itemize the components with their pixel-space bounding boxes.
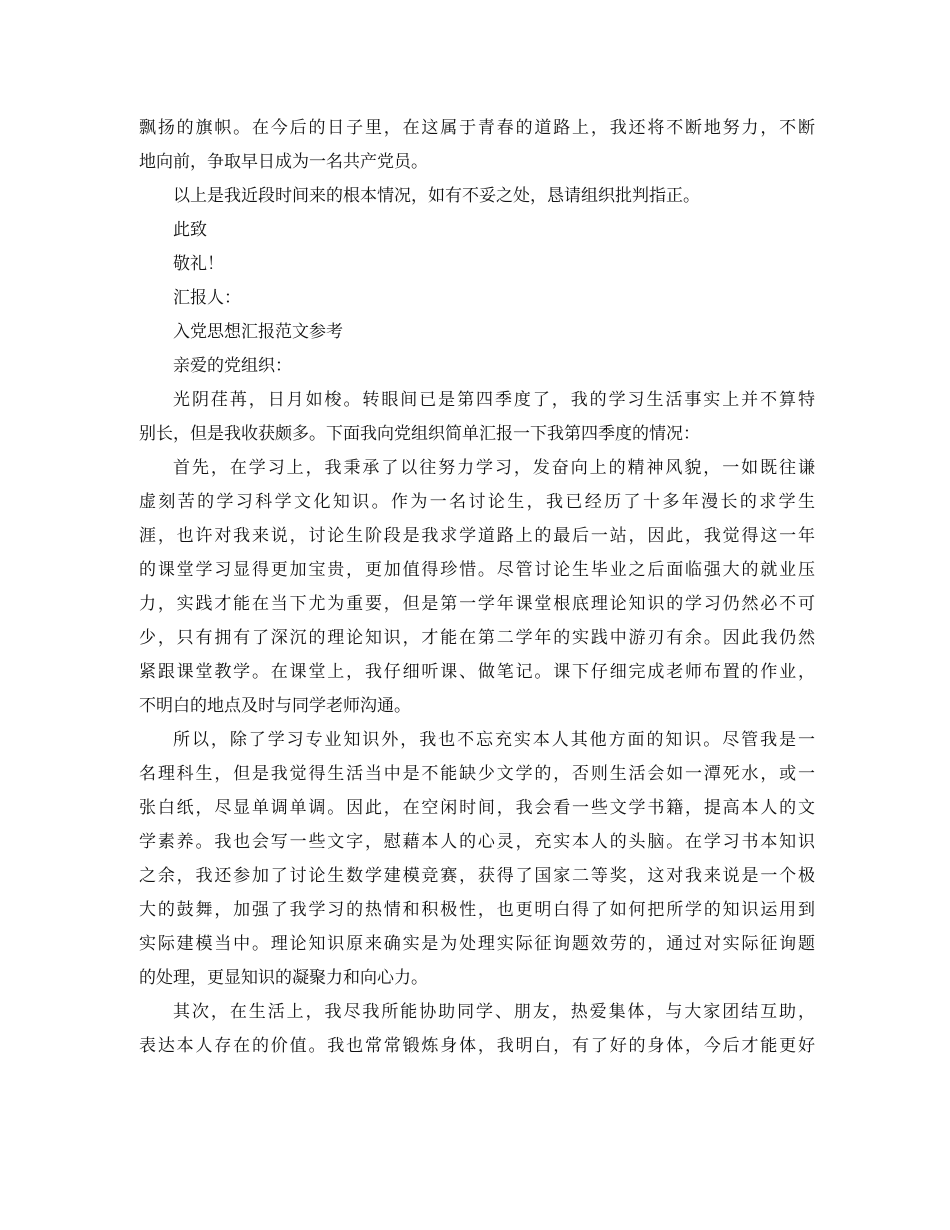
text-line-14: 的课堂学习显得更加宝贵，更加值得珍惜。尽管讨论生毕业之后面临强大的就业压 bbox=[139, 560, 815, 580]
text-line-20: 名理科生，但是我觉得生活当中是不能缺少文学的，否则生活会如一潭死水，或一 bbox=[139, 764, 815, 784]
text-line-12: 虚刻苦的学习科学文化知识。作为一名讨论生，我已经历了十多年漫长的求学生 bbox=[139, 492, 815, 512]
text-line-26: 的处理，更显知识的凝聚力和向心力。 bbox=[139, 968, 428, 988]
text-line-23: 之余，我还参加了讨论生数学建模竞赛，获得了国家二等奖，这对我来说是一个极 bbox=[139, 866, 815, 886]
text-line-3: 以上是我近段时间来的根本情况，如有不妥之处，恳请组织批判指正。 bbox=[173, 186, 700, 206]
text-line-10: 别长，但是我收获颇多。下面我向党组织简单汇报一下我第四季度的情况： bbox=[139, 424, 700, 444]
section-title: 入党思想汇报范文参考 bbox=[173, 322, 343, 342]
text-line-27: 其次，在生活上，我尽我所能协助同学、朋友，热爱集体，与大家团结互助， bbox=[173, 1002, 815, 1022]
text-line-13: 涯，也许对我来说，讨论生阶段是我求学道路上的最后一站，因此，我觉得这一年 bbox=[139, 526, 815, 546]
text-line-22: 学素养。我也会写一些文字，慰藉本人的心灵，充实本人的头脑。在学习书本知识 bbox=[139, 832, 815, 852]
text-line-2: 地向前，争取早日成为一名共产党员。 bbox=[139, 152, 428, 172]
text-line-1: 飘扬的旗帜。在今后的日子里，在这属于青春的道路上，我还将不断地努力，不断 bbox=[139, 118, 815, 138]
salutation-jingli: 敬礼！ bbox=[173, 254, 224, 274]
text-line-18: 不明白的地点及时与同学老师沟通。 bbox=[139, 696, 411, 716]
text-line-21: 张白纸，尽显单调单调。因此，在空闲时间，我会看一些文学书籍，提高本人的文 bbox=[139, 798, 815, 818]
salutation-cizhi: 此致 bbox=[173, 220, 207, 240]
reporter-label: 汇报人： bbox=[173, 288, 241, 308]
text-line-15: 力，实践才能在当下尤为重要，但是第一学年课堂根底理论知识的学习仍然必不可 bbox=[139, 594, 815, 614]
text-line-11: 首先，在学习上，我秉承了以往努力学习，发奋向上的精神风貌，一如既往谦 bbox=[173, 458, 815, 478]
document-body bbox=[139, 111, 815, 1063]
text-line-16: 少，只有拥有了深沉的理论知识，才能在第二学年的实践中游刃有余。因此我仍然 bbox=[139, 628, 815, 648]
text-line-9: 光阴荏苒，日月如梭。转眼间已是第四季度了，我的学习生活事实上并不算特 bbox=[173, 390, 815, 410]
text-line-24: 大的鼓舞，加强了我学习的热情和积极性，也更明白得了如何把所学的知识运用到 bbox=[139, 900, 815, 920]
text-line-19: 所以，除了学习专业知识外，我也不忘充实本人其他方面的知识。尽管我是一 bbox=[173, 730, 815, 750]
text-line-17: 紧跟课堂教学。在课堂上，我仔细听课、做笔记。课下仔细完成老师布置的作业， bbox=[139, 662, 815, 682]
text-line-25: 实际建模当中。理论知识原来确实是为处理实际征询题效劳的，通过对实际征询题 bbox=[139, 934, 815, 954]
text-line-28: 表达本人存在的价值。我也常常锻炼身体，我明白，有了好的身体，今后才能更好 bbox=[139, 1036, 815, 1056]
greeting: 亲爱的党组织： bbox=[173, 356, 292, 376]
